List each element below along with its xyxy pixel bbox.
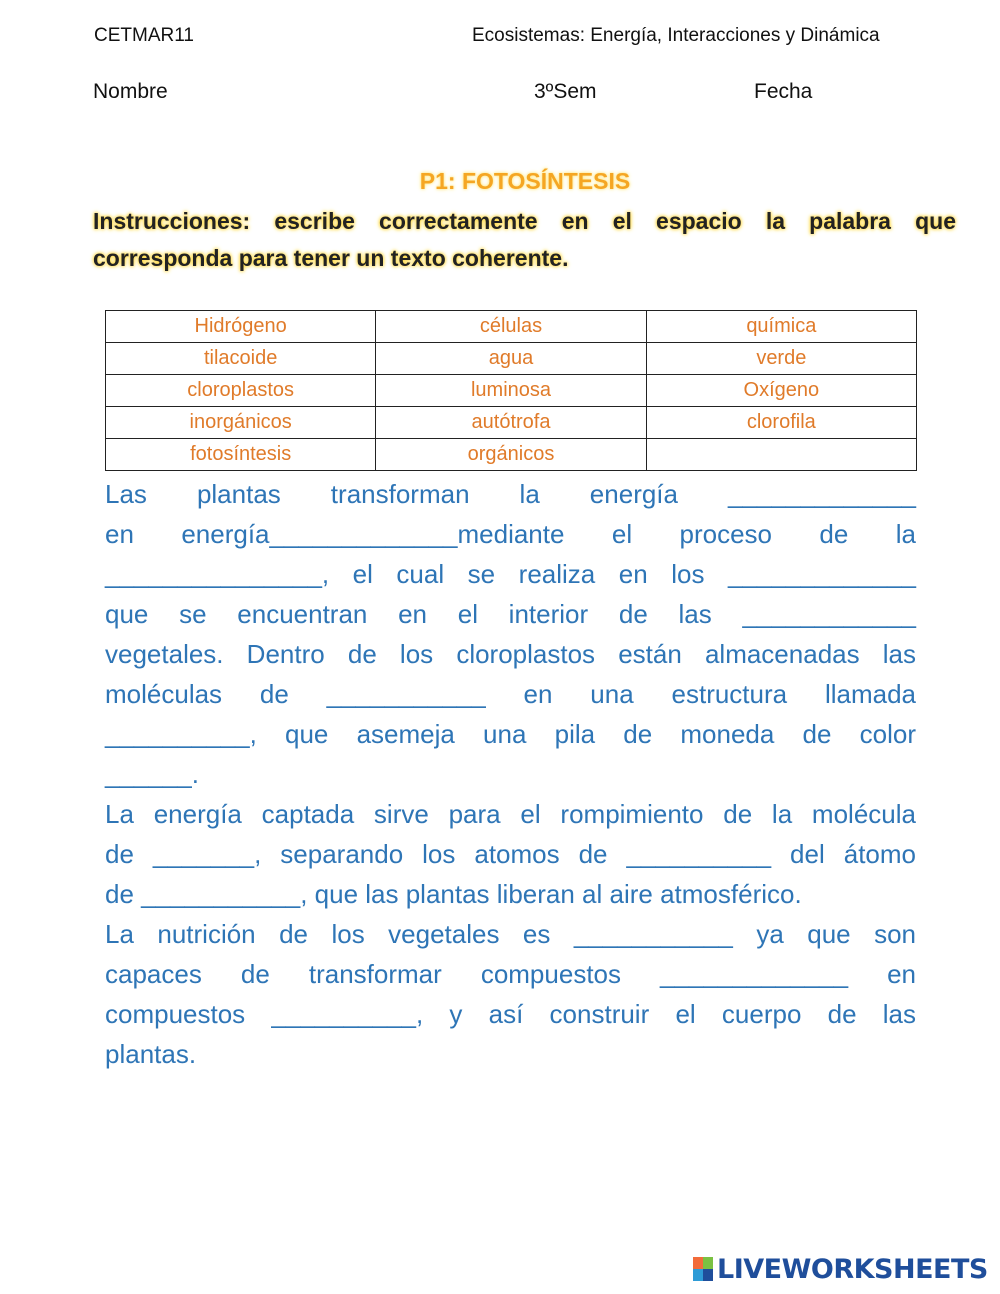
word-cell: clorofila — [646, 407, 916, 439]
word-cell: tilacoide — [106, 343, 376, 375]
word-cell: células — [376, 311, 646, 343]
text-line: La energía captada sirve para el rompimiento de la molécula — [105, 799, 916, 829]
word-cell: cloroplastos — [106, 375, 376, 407]
text-line: capaces de transformar compuestos _____________ en — [105, 959, 916, 989]
text-line: plantas. — [105, 1039, 197, 1069]
text-line: ______. — [105, 759, 199, 789]
word-cell: autótrofa — [376, 407, 646, 439]
word-cell: verde — [646, 343, 916, 375]
text-line: que se encuentran en el interior de las ____________ — [105, 599, 916, 629]
table-row — [106, 407, 917, 439]
paragraph-energy — [105, 794, 916, 914]
date-label: Fecha — [754, 80, 813, 103]
word-cell — [646, 439, 916, 471]
word-cell: orgánicos — [376, 439, 646, 471]
paragraph-nutrition — [105, 914, 916, 1074]
table-row — [106, 343, 917, 375]
text-line: La nutrición de los vegetales es ___________ ya que son — [105, 919, 916, 949]
liveworksheets-logo-icon — [693, 1257, 713, 1281]
text-line: _______________, el cual se realiza en los _____________ — [105, 559, 916, 589]
text-line: en energía_____________mediante el proceso de la — [105, 519, 916, 549]
word-cell: Hidrógeno — [106, 311, 376, 343]
liveworksheets-logo — [693, 1253, 988, 1285]
word-bank-table — [105, 310, 917, 471]
text-line: de _______, separando los atomos de __________ del átomo — [105, 839, 916, 869]
worksheet-title: P1: FOTOSÍNTESIS — [419, 168, 631, 194]
word-cell: inorgánicos — [106, 407, 376, 439]
subject-title: Ecosistemas: Energía, Interacciones y Dinámica — [472, 25, 880, 46]
word-cell: Oxígeno — [646, 375, 916, 407]
word-cell: agua — [376, 343, 646, 375]
table-row — [106, 375, 917, 407]
school-name: CETMAR11 — [94, 25, 194, 46]
instructions — [93, 203, 956, 277]
table-row — [106, 311, 917, 343]
word-cell: luminosa — [376, 375, 646, 407]
text-line: moléculas de ___________ en una estructura llamada — [105, 679, 916, 709]
text-line: de ___________, que las plantas liberan al aire atmosférico. — [105, 879, 802, 909]
paragraph-photosynthesis — [105, 474, 916, 794]
text-line: Las plantas transforman la energía _____________ — [105, 479, 916, 509]
text-line: compuestos __________, y así construir el cuerpo de las — [105, 999, 916, 1029]
logo-text: LIVEWORKSHEETS — [717, 1253, 988, 1285]
semester-label: 3ºSem — [534, 80, 597, 103]
instructions-line-1: Instrucciones: escribe correctamente en el espacio la palabra que — [93, 208, 956, 234]
word-cell: química — [646, 311, 916, 343]
table-row — [106, 439, 917, 471]
text-line: vegetales. Dentro de los cloroplastos están almacenadas las — [105, 639, 916, 669]
text-line: __________, que asemeja una pila de moneda de color — [105, 719, 916, 749]
instructions-line-2: corresponda para tener un texto coherente. — [93, 245, 569, 271]
name-label: Nombre — [93, 80, 168, 103]
word-cell: fotosíntesis — [106, 439, 376, 471]
